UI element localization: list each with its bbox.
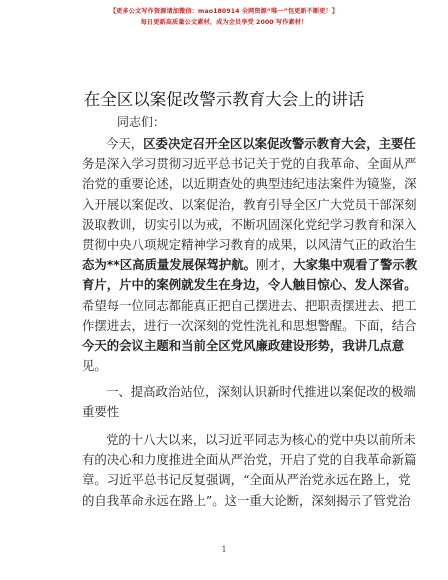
heading-line: 一、提高政治站位，深刻认识新时代推进以案促改的极端 [106, 384, 416, 399]
promo-banner-line-1: 【更多公文写作资源请加微信：mao180914 全网资源“唯一”包更新不断更！】 [109, 8, 339, 15]
bold-text-run: 我讲几点意 [342, 337, 405, 353]
paragraph-line: 有的决心和力度推进全面从严治党，开启了党的自我革命新篇 [82, 452, 417, 468]
paragraph-line [82, 275, 417, 295]
paragraph-line: 党的十八大以来，以习近平同志为核心的党中央以前所未 [106, 432, 416, 447]
paragraph-line [82, 255, 418, 275]
paragraph-section-1 [82, 430, 417, 511]
document-title: 在全区以案促改警示教育大会上的讲话 [83, 90, 365, 109]
paragraph-line: 贯彻中央八项规定精神学习教育的成果，以风清气正的政治生 [82, 236, 417, 252]
paragraph-line: 入开展以案促改、以案促治，教育引导全区广大党员干部深刻 [82, 196, 417, 212]
paragraph-line: 治党的重要论述，以近期查处的典型违纪违法案件为镜鉴，深 [82, 176, 417, 192]
promo-banner-line-2: 每日更新高质量公文素材，成为会员享受 2000 写作素材！ [140, 19, 308, 26]
paragraph-line: 务是深入学习贯彻习近平总书记关于党的自我革命、全面从严 [82, 156, 417, 172]
bold-text-run: 态为**区高质量发展保驾护航。 [82, 257, 257, 273]
paragraph-line [82, 336, 405, 356]
paragraph-line: 汲取教训，切实引以为戒，不断巩固深化党纪学习教育和深入 [82, 216, 417, 232]
paragraph-line: 希望每一位同志都能真正把自己摆进去、把职责摆进去、把工 [82, 297, 417, 313]
bold-text-run: 育片，片中的案例就发生在身边，令人触目惊心、发人深省。 [82, 277, 417, 293]
bold-text-run: 大家集中观看了警示教 [293, 257, 418, 273]
section-heading-1 [82, 382, 416, 422]
heading-line: 重要性 [82, 404, 120, 420]
page-number: 1 [221, 545, 227, 554]
bold-text-run: 区委决定召开全区以案促改警示教育大会，主要任 [143, 136, 416, 151]
text-run: 今天， [106, 136, 144, 151]
paragraph-line: 的自我革命永远在路上”。这一重大论断，深刻揭示了管党治 [82, 492, 411, 508]
salutation: 同志们： [117, 115, 166, 129]
paragraph-line: 章。习近平总书记反复强调，“全面从严治党永远在路上，党 [82, 472, 411, 488]
paragraph-intro [82, 134, 418, 376]
paragraph-line: 作摆进去，进行一次深刻的党性洗礼和思想警醒。下面，结合 [82, 317, 417, 333]
bold-text-run: 今天的会议主题和当前全区党风廉政建设形势， [82, 337, 343, 353]
text-run: 刚才， [256, 257, 294, 273]
paragraph-line: 见。 [82, 358, 107, 374]
paragraph-line [82, 134, 416, 154]
